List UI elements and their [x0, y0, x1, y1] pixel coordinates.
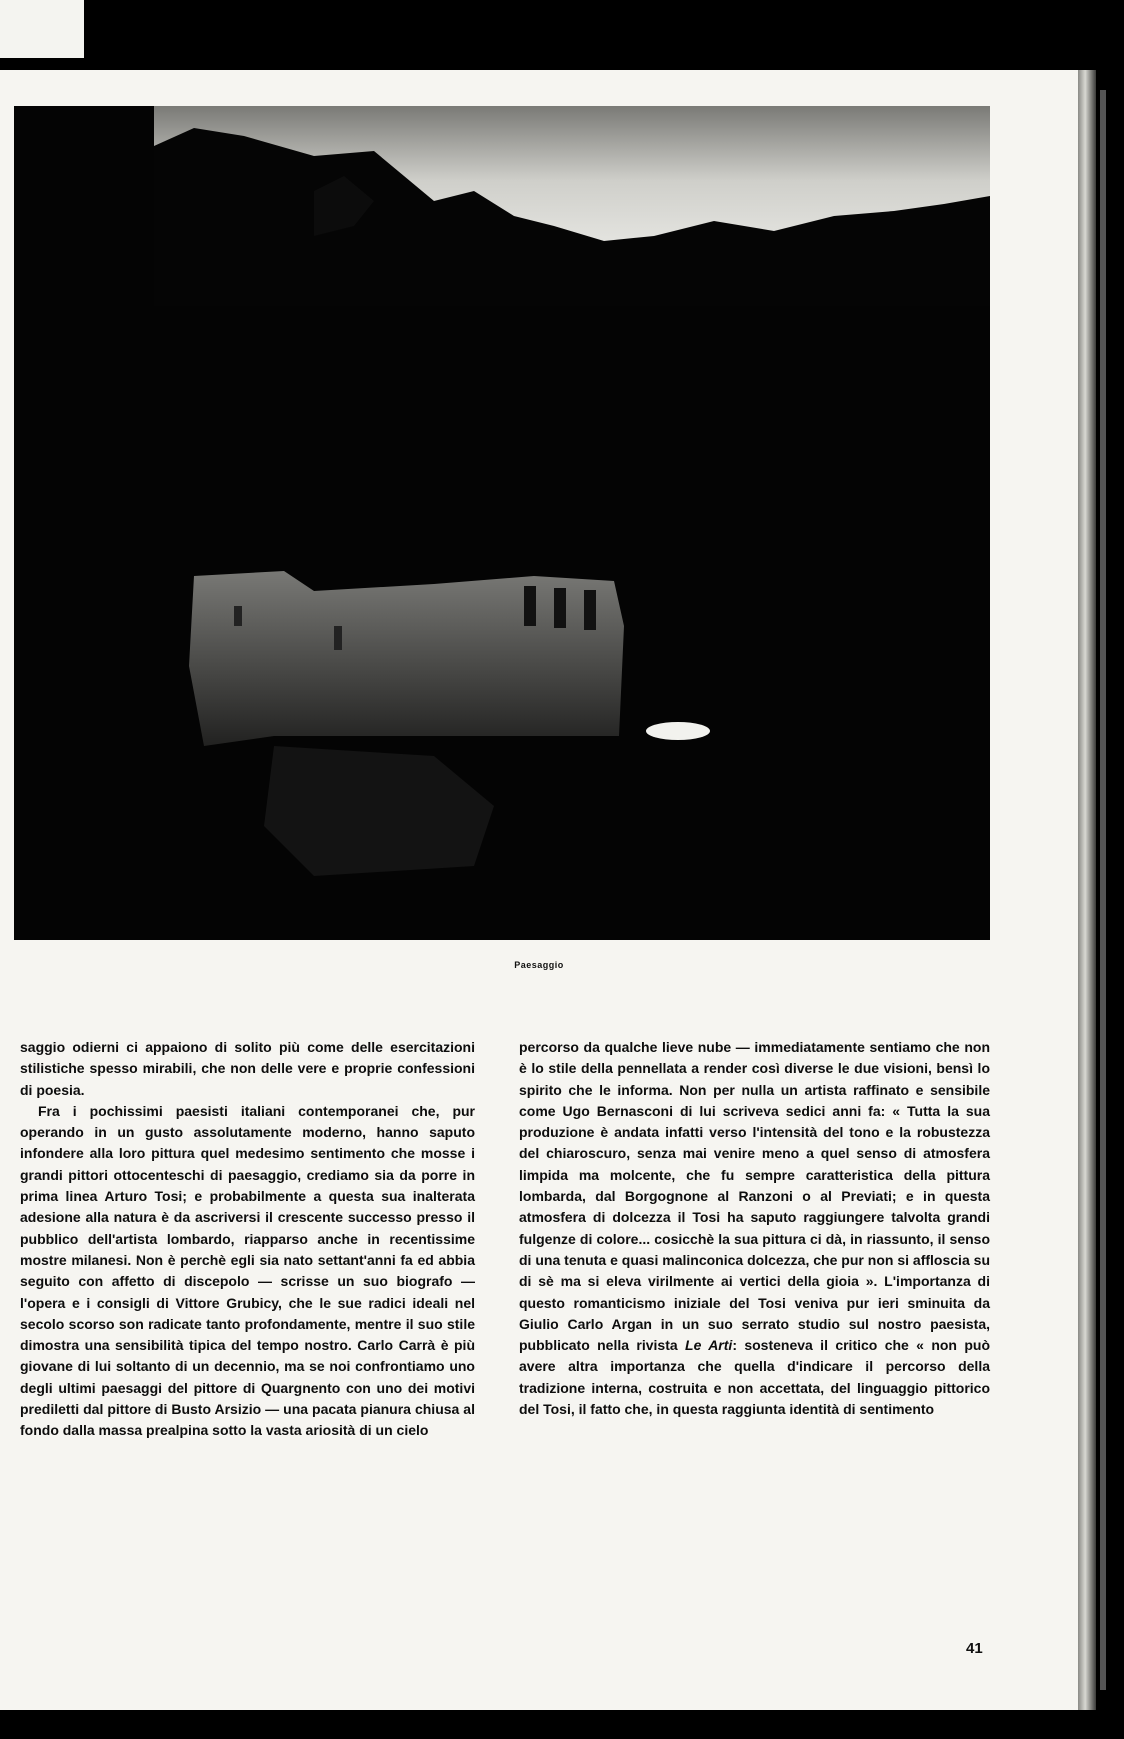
window [234, 606, 242, 626]
figure-caption: Paesaggio [514, 960, 564, 970]
page-number: 41 [966, 1640, 983, 1657]
window [524, 586, 536, 626]
text-column-left [20, 1037, 475, 1442]
window [584, 590, 596, 630]
window [334, 626, 342, 650]
landscape-photo [14, 106, 990, 940]
boat [646, 722, 710, 740]
corner-tab [0, 0, 84, 58]
page-edge [1078, 70, 1096, 1710]
paragraph: saggio odierni ci appaiono di solito più come delle esercitazioni stilistiche spesso mirabili, che non delle vere e proprie confessioni di poesia. [20, 1039, 475, 1098]
window [554, 588, 566, 628]
paragraph [519, 1037, 990, 1420]
text-column-right [519, 1037, 990, 1420]
page-edge-shadow [1100, 90, 1106, 1690]
text-segment: : sosteneva il critico che « non può avere altra importanza che quella d'indicare il percorso della tradizione interna, costruita e non accettata, del linguaggio pittorico del Tosi, il fatto che, in questa raggiunta identità di sentimento [519, 1337, 990, 1418]
text-segment: percorso da qualche lieve nube — immediatamente sentiamo che non è lo stile della pennellata a render così diverse le due visioni, bensì lo spirito che le informa. Non per nulla un artista raffinato e sensibile come Ugo Bernasconi di lui scriveva sedici anni fa: « Tutta la sua produzione è andata infatti verso l'intensità del tono e la robustezza del chiaroscuro, senza mai venire meno a quel senso di atmosfera limpida ma molcente, che fu sempre caratteristica della pittura lombarda, dal Borgognone al Ranzoni o al Previati; e in questa atmosfera di dolcezza il Tosi ha saputo raggiungere talvolta grandi fulgenze di colore... cosicchè la sua pittura ci dà, in riassunto, il senso di una tenuta e quasi malinconica dolcezza, che pur non si affloscia su di sè ma si eleva virilmente ai vertici della gioia ». L'importanza di questo romanticismo iniziale del Tosi veniva pur ieri sminuita da Giulio Carlo Argan in un suo serrato studio sul nostro paesista, pubblicato nella rivista [519, 1039, 990, 1354]
magazine-title: Le Arti [685, 1337, 733, 1354]
landscape-painting [14, 106, 990, 940]
paragraph: Fra i pochissimi paesisti italiani contemporanei che, pur operando in un gusto assolutamente moderno, hanno saputo infondere alla loro pittura quel medesimo sentimento che mosse i grandi pittori ottocenteschi di paesaggio, crediamo sia da porre in prima linea Arturo Tosi; e probabilmente a questa sua inalterata adesione alla natura è da ascriversi il crescente successo presso il pubblico dell'artista lombardo, riapparso anche in recentissime mostre milanesi. Non è perchè egli sia nato settant'anni fa ed abbia seguito con affetto di discepolo — scrisse un suo biografo — l'opera e i consigli di Vittore Grubicy, che le sue radici ideali nel secolo scorso son radicate tanto profondamente, mentre il suo stile dimostra una sensibilità tipica del tempo nostro. Carlo Carrà è più giovane di lui soltanto di un decennio, ma se noi confrontiamo uno degli ultimi paesaggi del pittore di Quargnento con uno dei motivi prediletti dal pittore di Busto Arsizio — una pacata pianura chiusa al fondo dalla massa prealpina sotto la vasta ariosità di un cielo [20, 1102, 475, 1439]
